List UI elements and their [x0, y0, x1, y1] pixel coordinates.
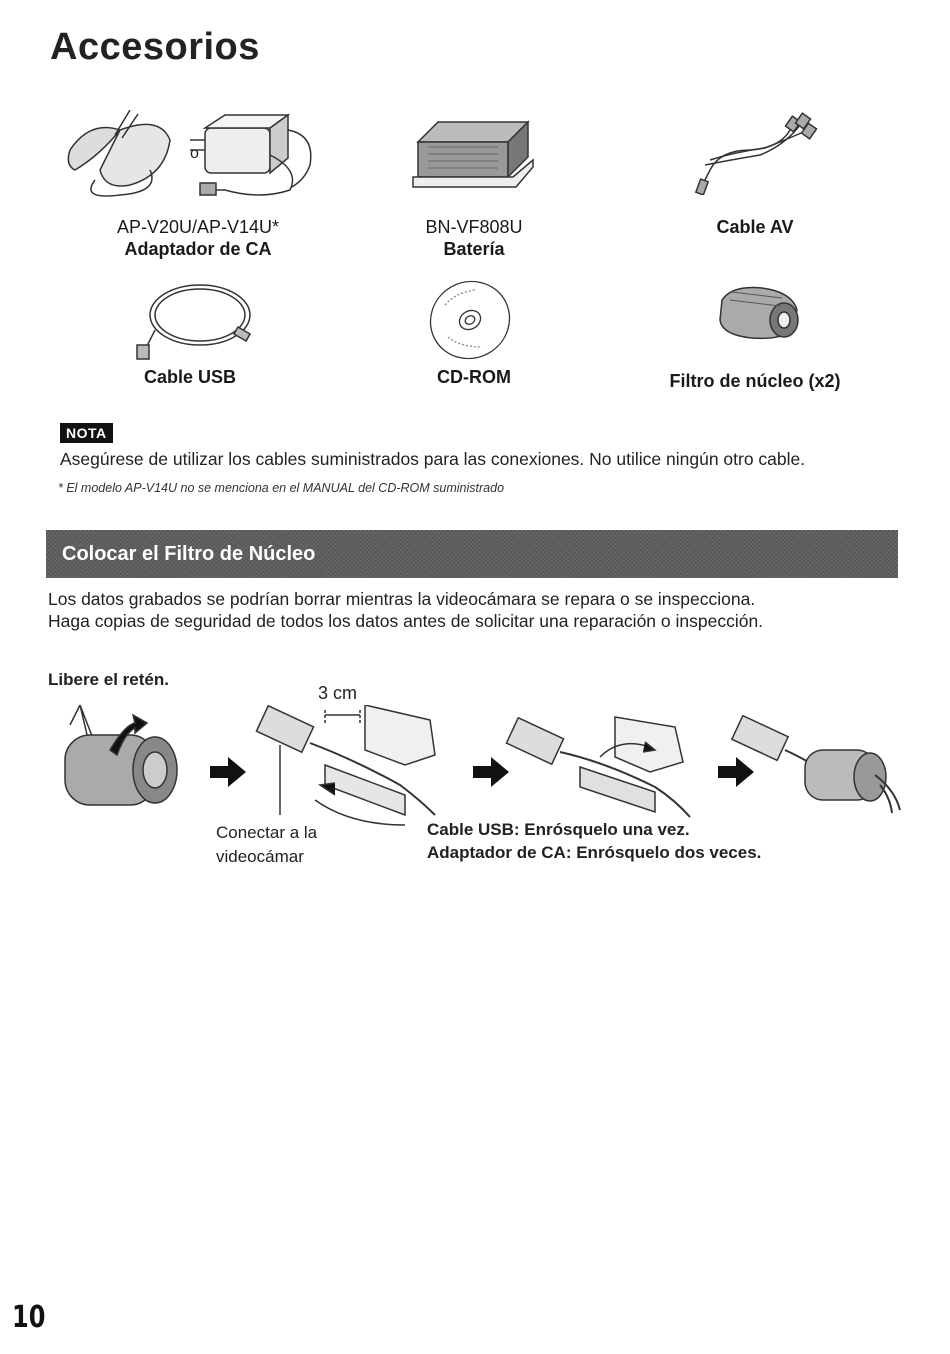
accessory-av-cable: [605, 216, 905, 238]
accessory-usb-cable: [40, 366, 340, 388]
closed-filter-illustration: [730, 715, 905, 815]
arrow-right-icon: [210, 757, 246, 787]
accessory-cd-rom: [324, 366, 624, 388]
connect-label-line-1: Conectar a la: [216, 823, 318, 842]
accessory-name: Batería: [443, 239, 505, 259]
section-paragraph-line-1: Los datos grabados se podrían borrar mientras la videocámara se repara o se inspecciona.: [48, 589, 756, 609]
distance-label: 3 cm: [318, 683, 358, 703]
connect-cable-illustration: [255, 705, 445, 830]
accessory-core-filter: [605, 370, 905, 392]
accessory-name: Adaptador de CA: [124, 239, 272, 259]
adapter-instruction: Adaptador de CA: Enrósquelo dos veces.: [427, 843, 762, 862]
page-number: 10: [12, 1300, 46, 1335]
accessory-model: BN-VF808U: [425, 217, 523, 237]
footnote: * El modelo AP-V14U no se menciona en el MANUAL del CD-ROM suministrado: [58, 481, 505, 495]
accessory-battery: [324, 216, 624, 260]
accessory-ac-adapter: [48, 216, 348, 260]
accessory-name: CD-ROM: [437, 367, 511, 387]
arrow-right-icon: [473, 757, 509, 787]
release-label: Libere el retén.: [48, 670, 169, 689]
core-filter-icon: [712, 280, 807, 345]
accessory-name: Filtro de núcleo (x2): [669, 371, 841, 391]
accessory-name: Cable AV: [716, 217, 794, 237]
section-title: Colocar el Filtro de Núcleo: [62, 543, 316, 565]
accessory-model: AP-V20U/AP-V14U*: [116, 217, 280, 237]
av-cable-icon: [690, 110, 820, 195]
accessory-name: Cable USB: [143, 367, 237, 387]
adapter-or-label: o: [190, 145, 199, 162]
nota-badge: NOTA: [60, 423, 113, 443]
nota-text: Asegúrese de utilizar los cables suministrados para las conexiones. No utilice ningún otro cable.: [60, 449, 806, 469]
cd-rom-icon: [420, 275, 520, 360]
usb-cable-icon: [125, 275, 255, 360]
page-title: Accesorios: [50, 26, 260, 68]
connect-label-line-2: videocámar: [216, 847, 304, 866]
wind-cable-illustration: [505, 712, 695, 820]
usb-instruction: Cable USB: Enrósquelo una vez.: [427, 820, 690, 839]
core-filter-release-illustration: [55, 695, 185, 815]
section-paragraph-line-2: Haga copias de seguridad de todos los datos antes de solicitar una reparación o inspección.: [48, 611, 764, 631]
battery-icon: [408, 112, 538, 192]
